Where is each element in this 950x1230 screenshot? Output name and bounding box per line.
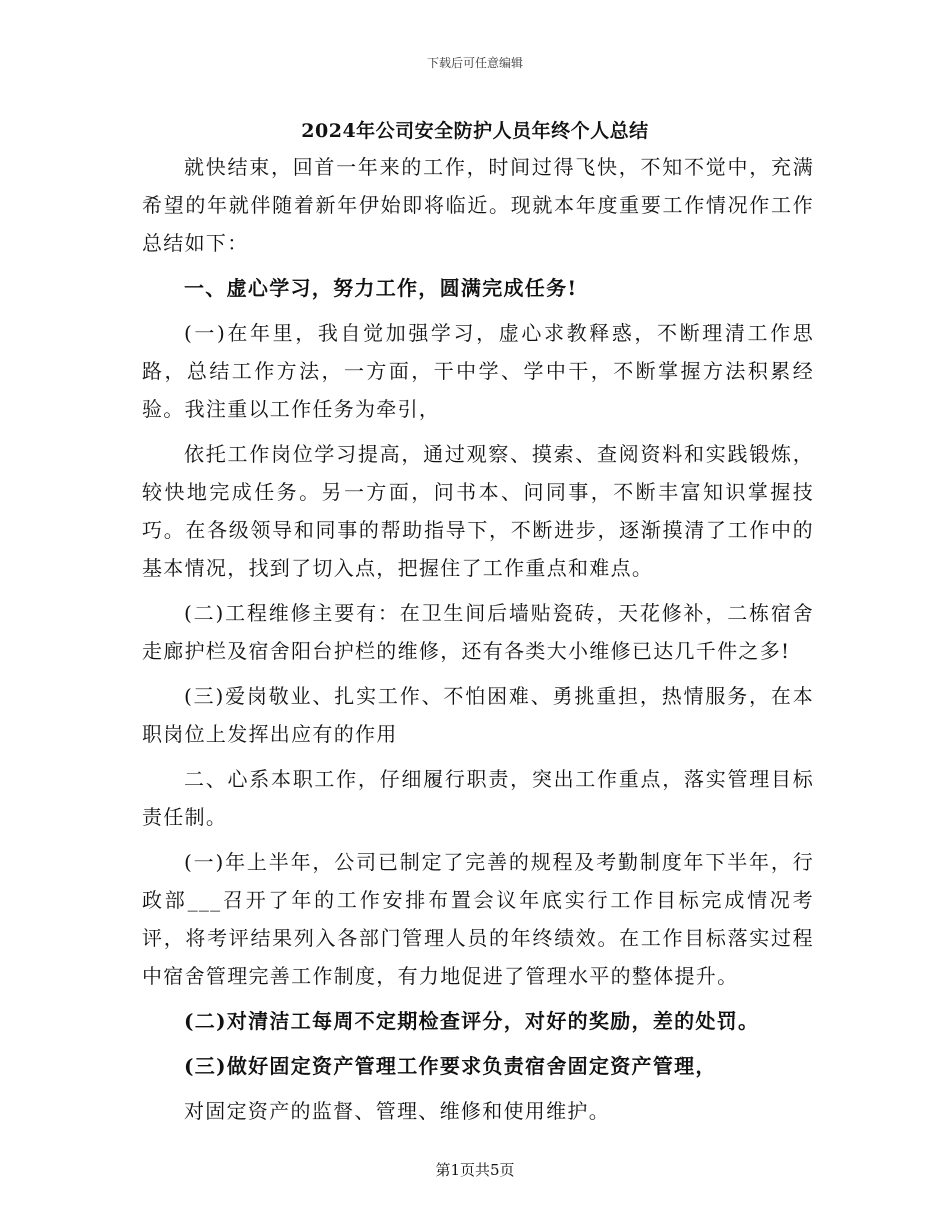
document-title: 2024年公司安全防护人员年终个人总结	[301, 120, 649, 142]
paragraph-2-2: (二)对清洁工每周不定期检查评分，对好的奖励，差的处罚。	[184, 1009, 760, 1033]
section-heading-2: 二、心系本职工作，仔细履行职责，突出工作重点，落实管理目标责任制。	[142, 767, 814, 829]
paragraph-1-1-cont: 依托工作岗位学习提高，通过观察、摸索、查阅资料和实践锻炼，较快地完成任务。另一方面，问书本、问同事，不断丰富知识掌握技巧。在各级领导和同事的帮助指导下，不断进步，逐渐摸清了工作中的基本情况，找到了切入点，把握住了工作重点和难点。	[142, 442, 814, 580]
paragraph-intro: 就快结束，回首一年来的工作，时间过得飞快，不知不觉中，充满希望的年就伴随着新年伊始即将临近。现就本年度重要工作情况作工作总结如下：	[142, 155, 814, 255]
paragraph-2-3-cont: 对固定资产的监督、管理、维修和使用维护。	[184, 1099, 610, 1123]
paragraph-1-2: (二)工程维修主要有：在卫生间后墙贴瓷砖，天花修补，二栋宿舍走廊护栏及宿舍阳台护栏的维修，还有各类大小维修已达几千件之多!	[142, 601, 814, 663]
document-body	[142, 148, 814, 1130]
header-note: 下载后可任意编辑	[426, 56, 523, 70]
paragraph-1-1: (一)在年里，我自觉加强学习，虚心求教释惑，不断理清工作思路，总结工作方法，一方面，干中学、学中干，不断掌握方法积累经验。我注重以工作任务为牵引，	[142, 321, 814, 421]
section-heading-1: 一、虚心学习，努力工作，圆满完成任务!	[184, 276, 578, 300]
page-footer: 第1页共5页	[435, 1161, 515, 1179]
paragraph-1-3: (三)爱岗敬业、扎实工作、不怕困难、勇挑重担，热情服务，在本职岗位上发挥出应有的作用	[142, 684, 814, 746]
paragraph-2-3: (三)做好固定资产管理工作要求负责宿舍固定资产管理，	[184, 1054, 717, 1078]
paragraph-2-1: (一)年上半年，公司已制定了完善的规程及考勤制度年下半年，行政部___召开了年的工作安排布置会议年底实行工作目标完成情况考评，将考评结果列入各部门管理人员的年终绩效。在工作目标落实过程中宿舍管理完善工作制度，有力地促进了管理水平的整体提升。	[142, 850, 814, 988]
